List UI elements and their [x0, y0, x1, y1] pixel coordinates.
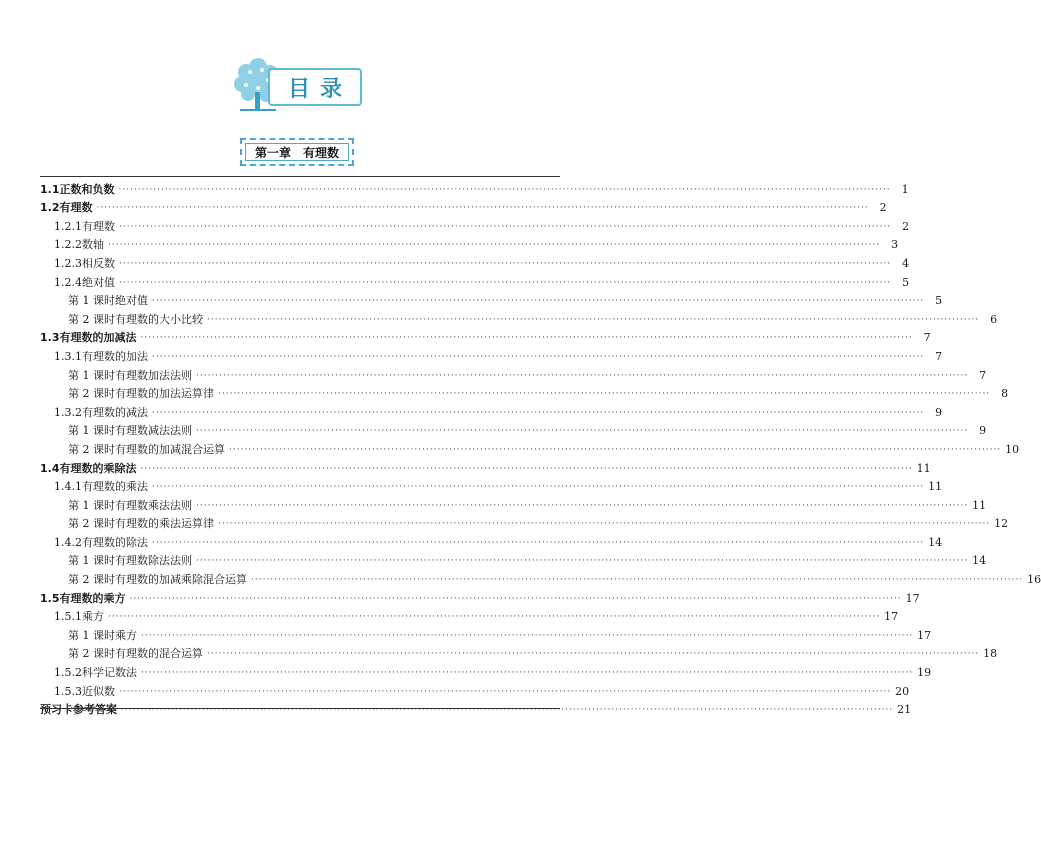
toc-entry-page: 9	[935, 405, 943, 419]
toc-entry-page: 4	[902, 256, 910, 270]
toc-leader-dots: ········································································································································································································	[207, 649, 980, 660]
toc-leader-dots: ········································································································································································································	[121, 705, 894, 716]
page-title: 目录	[268, 68, 362, 106]
toc-leader-dots: ········································································································································································································	[218, 389, 991, 400]
toc-entry-label: 有理数的加法	[82, 349, 148, 363]
toc-entry-label: 有理数的除法	[82, 535, 148, 549]
toc-entry-page: 5	[902, 275, 910, 289]
toc-leader-dots: ········································································································································································································	[251, 575, 1024, 586]
toc-leader-dots: ········································································································································································································	[118, 184, 891, 195]
toc-entry-label: 近似数	[82, 684, 115, 698]
top-rule	[40, 176, 560, 177]
toc-entry-page: 3	[891, 238, 899, 252]
toc-entry-number: 第 1 课时	[68, 424, 115, 438]
toc-leader-dots: ········································································································································································································	[152, 482, 925, 493]
toc-entry[interactable]	[40, 624, 932, 643]
toc-leader-dots: ········································································································································································································	[96, 203, 869, 214]
toc-entry[interactable]	[40, 308, 998, 327]
toc-entry[interactable]	[40, 234, 899, 253]
bottom-rule	[40, 708, 560, 709]
toc-leader-dots: ········································································································································································································	[119, 277, 892, 288]
toc-entry[interactable]	[40, 345, 943, 364]
toc-entry-label: 有理数除法法则	[115, 554, 192, 568]
toc-entry[interactable]	[40, 252, 910, 271]
toc-entry-number: 第 2 课时	[68, 647, 115, 661]
toc-entry[interactable]	[40, 178, 909, 197]
toc-entry-label: 有理数的乘除法	[59, 461, 137, 475]
toc-entry-page: 19	[917, 666, 932, 680]
toc-entry[interactable]	[40, 643, 998, 662]
toc-entry-page: 12	[994, 517, 1009, 531]
toc-leader-dots: ········································································································································································································	[196, 556, 969, 567]
toc-leader-dots: ········································································································································································································	[108, 612, 881, 623]
table-of-contents	[40, 178, 1041, 717]
toc-entry-page: 6	[990, 312, 998, 326]
toc-entry-number: 1.4.2	[54, 535, 82, 549]
toc-entry-page: 11	[916, 461, 931, 475]
toc-entry-label: 绝对值	[115, 294, 148, 308]
toc-entry[interactable]	[40, 457, 931, 476]
toc-leader-dots: ········································································································································································································	[141, 668, 914, 679]
toc-entry-page: 20	[895, 684, 910, 698]
toc-entry[interactable]	[40, 513, 1009, 532]
toc-entry-label: 有理数加法法则	[115, 368, 192, 382]
toc-entry-page: 14	[972, 554, 987, 568]
toc-entry-page: 18	[983, 647, 998, 661]
toc-entry-number: 1.2.2	[54, 238, 82, 252]
toc-entry-label: 有理数的乘法	[82, 480, 148, 494]
toc-entry-label: 预习卡参考答案	[40, 703, 117, 717]
toc-entry-label: 有理数乘法法则	[115, 498, 192, 512]
toc-entry-number: 1.4.1	[54, 480, 82, 494]
toc-entry-page: 5	[935, 294, 943, 308]
toc-leader-dots: ········································································································································································································	[196, 370, 969, 381]
toc-entry[interactable]	[40, 550, 987, 569]
toc-entry-page: 8	[1001, 387, 1009, 401]
toc-entry-number: 第 1 课时	[68, 368, 115, 382]
toc-entry[interactable]	[40, 271, 910, 290]
toc-entry-label: 有理数的混合运算	[115, 647, 203, 661]
toc-entry[interactable]	[40, 587, 920, 606]
toc-leader-dots: ········································································································································································································	[207, 314, 980, 325]
toc-leader-dots: ········································································································································································································	[196, 426, 969, 437]
toc-entry-page: 2	[879, 201, 887, 215]
toc-leader-dots: ········································································································································································································	[140, 463, 913, 474]
toc-leader-dots: ········································································································································································································	[152, 296, 925, 307]
toc-leader-dots: ········································································································································································································	[119, 686, 892, 697]
toc-entry[interactable]	[40, 327, 931, 346]
toc-entry-page: 10	[1005, 442, 1020, 456]
toc-entry-label: 有理数的乘法运算律	[115, 517, 214, 531]
toc-entry[interactable]	[40, 606, 899, 625]
toc-leader-dots: ········································································································································································································	[140, 333, 913, 344]
toc-entry-number: 第 1 课时	[68, 628, 115, 642]
toc-entry-label: 有理数的加减乘除混合运算	[115, 573, 247, 587]
toc-entry[interactable]	[40, 494, 987, 513]
toc-leader-dots: ········································································································································································································	[152, 407, 925, 418]
toc-entry-number: 1.5.2	[54, 666, 82, 680]
toc-leader-dots: ········································································································································································································	[218, 519, 991, 530]
toc-entry[interactable]	[40, 531, 943, 550]
toc-entry[interactable]	[40, 197, 887, 216]
toc-leader-dots: ········································································································································································································	[129, 593, 902, 604]
toc-entry-number: 1.4	[40, 461, 60, 475]
toc-entry-number: 1.3	[40, 331, 60, 345]
toc-entry-page: 17	[905, 591, 920, 605]
toc-entry-number: 1.2.1	[54, 219, 82, 233]
toc-entry-label: 数轴	[82, 238, 104, 252]
toc-leader-dots: ········································································································································································································	[141, 630, 914, 641]
toc-leader-dots: ········································································································································································································	[196, 500, 969, 511]
toc-leader-dots: ········································································································································································································	[152, 351, 925, 362]
toc-entry-label: 科学记数法	[82, 666, 137, 680]
toc-leader-dots: ········································································································································································································	[119, 258, 892, 269]
toc-entry[interactable]	[40, 420, 987, 439]
toc-entry-label: 有理数的大小比较	[115, 312, 203, 326]
toc-entry-page: 7	[979, 368, 987, 382]
toc-entry-page: 11	[928, 480, 943, 494]
toc-entry[interactable]	[40, 680, 910, 699]
toc-leader-dots: ········································································································································································································	[119, 221, 892, 232]
toc-entry-page: 1	[901, 182, 909, 196]
toc-entry-number: 1.3.1	[54, 349, 82, 363]
toc-entry-page: 17	[917, 628, 932, 642]
chapter-title-box	[240, 138, 354, 166]
toc-entry-number: 1.5	[40, 591, 60, 605]
toc-entry-label: 正数和负数	[59, 182, 115, 196]
toc-leader-dots: ········································································································································································································	[108, 240, 881, 251]
toc-entry[interactable]	[40, 438, 1020, 457]
toc-entry[interactable]	[40, 383, 1009, 402]
toc-entry-label: 乘方	[115, 628, 137, 642]
toc-entry-number: 第 2 课时	[68, 387, 115, 401]
toc-entry-number: 第 2 课时	[68, 517, 115, 531]
toc-entry-label: 有理数减法法则	[115, 424, 192, 438]
toc-entry[interactable]	[40, 364, 987, 383]
toc-entry-page: 14	[928, 535, 943, 549]
toc-entry-number: 第 2 课时	[68, 573, 115, 587]
toc-entry-page: 2	[902, 219, 910, 233]
toc-entry[interactable]	[40, 476, 943, 495]
toc-entry-number: 第 1 课时	[68, 554, 115, 568]
toc-entry-page: 16	[1027, 573, 1041, 587]
toc-entry-label: 有理数的加减混合运算	[115, 442, 225, 456]
toc-entry-label: 有理数的乘方	[59, 591, 126, 605]
toc-entry-label: 绝对值	[82, 275, 115, 289]
toc-leader-dots: ········································································································································································································	[152, 537, 925, 548]
toc-entry-label: 有理数的减法	[82, 405, 148, 419]
toc-entry-page: 7	[935, 349, 943, 363]
toc-entry-number: 1.5.1	[54, 610, 82, 624]
toc-entry-page: 7	[923, 331, 931, 345]
toc-entry-label: 有理数	[59, 201, 93, 215]
toc-entry-page: 11	[972, 498, 987, 512]
toc-entry-number: 1.1	[40, 182, 60, 196]
toc-entry-label: 相反数	[82, 256, 115, 270]
toc-entry-label: 乘方	[82, 610, 104, 624]
chapter-title: 第一章 有理数	[254, 145, 339, 160]
toc-entry-number: 第 1 课时	[68, 498, 115, 512]
toc-entry-number: 1.3.2	[54, 405, 82, 419]
toc-entry-number: 1.5.3	[54, 684, 82, 698]
toc-entry-label: 有理数	[82, 219, 115, 233]
toc-entry[interactable]	[40, 290, 943, 309]
toc-entry-number: 1.2.3	[54, 256, 82, 270]
toc-entry-number: 第 2 课时	[68, 442, 115, 456]
toc-leader-dots: ········································································································································································································	[229, 444, 1002, 455]
toc-entry-number: 第 1 课时	[68, 294, 115, 308]
toc-entry-label: 有理数的加减法	[59, 331, 137, 345]
toc-entry[interactable]	[40, 568, 1041, 587]
toc-entry-number: 1.2.4	[54, 275, 82, 289]
toc-entry-number: 第 2 课时	[68, 312, 115, 326]
toc-entry-page: 21	[897, 703, 912, 717]
toc-entry[interactable]	[40, 401, 943, 420]
toc-header	[232, 58, 368, 112]
toc-entry[interactable]	[40, 661, 932, 680]
toc-entry-page: 17	[884, 610, 899, 624]
toc-entry-label: 有理数的加法运算律	[115, 387, 214, 401]
toc-entry-number: 1.2	[40, 201, 60, 215]
toc-entry-page: 9	[979, 424, 987, 438]
toc-entry[interactable]	[40, 215, 910, 234]
